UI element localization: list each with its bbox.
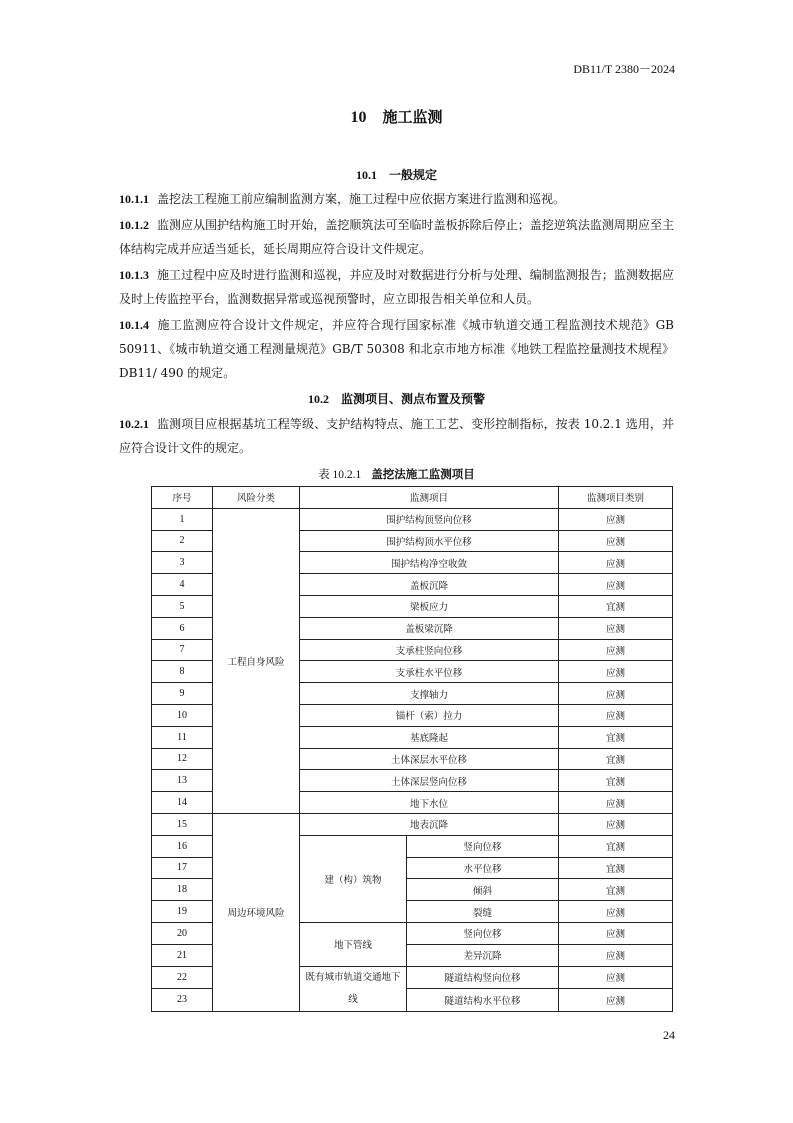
row-category: 应测 bbox=[559, 639, 673, 661]
row-item: 地表沉降 bbox=[300, 813, 559, 835]
row-item: 差异沉降 bbox=[407, 944, 559, 966]
row-category: 应测 bbox=[559, 966, 673, 989]
table-header-row bbox=[152, 487, 673, 509]
chapter-title bbox=[0, 106, 793, 127]
header-item: 监测项目 bbox=[300, 487, 559, 509]
section-title-10-1 bbox=[0, 166, 793, 183]
row-item: 支承柱竖向位移 bbox=[300, 639, 559, 661]
clause-number: 10.2.1 bbox=[119, 417, 149, 431]
row-no: 17 bbox=[152, 857, 213, 879]
row-no: 14 bbox=[152, 792, 213, 814]
section-number: 10.1 bbox=[355, 168, 377, 182]
row-item: 盖板梁沉降 bbox=[300, 617, 559, 639]
monitoring-items-table bbox=[151, 486, 673, 1012]
row-no: 7 bbox=[152, 639, 213, 661]
row-category: 宜测 bbox=[559, 770, 673, 792]
section-title-text: 监测项目、测点布置及预警 bbox=[340, 392, 485, 406]
row-no: 11 bbox=[152, 726, 213, 748]
row-no: 6 bbox=[152, 617, 213, 639]
clause-text: 施工监测应符合设计文件规定，并应符合现行国家标准《城市轨道交通工程监测技术规范》GB 50911、《城市轨道交通工程测量规范》GB/T 50308 和北京市地方标准《地铁工程监控量测技术规程》DB11/ 490 的规定。 bbox=[119, 318, 674, 380]
row-category: 应测 bbox=[559, 508, 673, 530]
row-category: 应测 bbox=[559, 944, 673, 966]
table-caption bbox=[0, 466, 793, 482]
row-no: 4 bbox=[152, 574, 213, 596]
row-category: 应测 bbox=[559, 792, 673, 814]
row-item: 锚杆（索）拉力 bbox=[300, 704, 559, 726]
row-no: 23 bbox=[152, 989, 213, 1012]
row-no: 22 bbox=[152, 966, 213, 989]
row-item: 隧道结构水平位移 bbox=[407, 989, 559, 1012]
row-category: 应测 bbox=[559, 901, 673, 923]
row-no: 20 bbox=[152, 922, 213, 944]
row-category: 应测 bbox=[559, 922, 673, 944]
row-item: 围护结构净空收敛 bbox=[300, 552, 559, 574]
row-category: 应测 bbox=[559, 574, 673, 596]
row-category: 应测 bbox=[559, 704, 673, 726]
row-no: 15 bbox=[152, 813, 213, 835]
table-title: 盖挖法施工监测项目 bbox=[371, 467, 475, 481]
row-item: 支撑轴力 bbox=[300, 683, 559, 705]
clause-number: 10.1.3 bbox=[119, 268, 149, 282]
row-no: 9 bbox=[152, 683, 213, 705]
subgroup-building: 建（构）筑物 bbox=[300, 835, 407, 922]
section-title-text: 一般规定 bbox=[388, 168, 437, 182]
clause-text: 监测应从围护结构施工时开始，盖挖顺筑法可至临时盖板拆除后停止；盖挖逆筑法监测周期应至主体结构完成并应适当延长，延长周期应符合设计文件规定。 bbox=[119, 218, 674, 256]
row-item: 梁板应力 bbox=[300, 595, 559, 617]
row-category: 应测 bbox=[559, 552, 673, 574]
row-item: 地下水位 bbox=[300, 792, 559, 814]
clause-10-1-2 bbox=[119, 213, 674, 261]
row-no: 16 bbox=[152, 835, 213, 857]
clause-text: 施工过程中应及时进行监测和巡视，并应及时对数据进行分析与处理、编制监测报告；监测数据应及时上传监控平台，监测数据异常或巡视预警时，应立即报告相关单位和人员。 bbox=[119, 268, 674, 306]
section-title-10-2 bbox=[0, 390, 793, 407]
row-item: 土体深层水平位移 bbox=[300, 748, 559, 770]
header-no: 序号 bbox=[152, 487, 213, 509]
row-no: 13 bbox=[152, 770, 213, 792]
row-category: 宜测 bbox=[559, 879, 673, 901]
row-category: 宜测 bbox=[559, 748, 673, 770]
row-no: 3 bbox=[152, 552, 213, 574]
row-item: 支承柱水平位移 bbox=[300, 661, 559, 683]
row-item: 土体深层竖向位移 bbox=[300, 770, 559, 792]
row-item: 水平位移 bbox=[407, 857, 559, 879]
row-category: 应测 bbox=[559, 813, 673, 835]
row-no: 1 bbox=[152, 508, 213, 530]
table-row bbox=[152, 813, 673, 835]
row-item: 围护结构顶水平位移 bbox=[300, 530, 559, 552]
risk-self: 工程自身风险 bbox=[213, 508, 300, 813]
chapter-title-text: 施工监测 bbox=[382, 108, 443, 126]
row-item: 裂缝 bbox=[407, 901, 559, 923]
page-number: 24 bbox=[663, 1028, 675, 1042]
chapter-number: 10 bbox=[350, 109, 367, 126]
row-category: 宜测 bbox=[559, 857, 673, 879]
clause-number: 10.1.2 bbox=[119, 218, 149, 232]
row-no: 21 bbox=[152, 944, 213, 966]
table-row bbox=[152, 508, 673, 530]
standard-code: DB11/T 2380－2024 bbox=[573, 62, 675, 76]
row-category: 宜测 bbox=[559, 726, 673, 748]
row-category: 应测 bbox=[559, 617, 673, 639]
row-item: 盖板沉降 bbox=[300, 574, 559, 596]
subgroup-pipeline: 地下管线 bbox=[300, 922, 407, 966]
row-category: 应测 bbox=[559, 989, 673, 1012]
clause-10-1-3 bbox=[119, 263, 674, 311]
clause-10-1-1 bbox=[119, 187, 674, 211]
row-category: 宜测 bbox=[559, 595, 673, 617]
row-no: 19 bbox=[152, 901, 213, 923]
clause-10-1-4 bbox=[119, 313, 674, 385]
row-no: 8 bbox=[152, 661, 213, 683]
row-item: 基底隆起 bbox=[300, 726, 559, 748]
row-item: 竖向位移 bbox=[407, 835, 559, 857]
clause-text: 监测项目应根据基坑工程等级、支护结构特点、施工工艺、变形控制指标，按表 10.2.1 选用，并应符合设计文件的规定。 bbox=[119, 417, 674, 455]
header-risk: 风险分类 bbox=[213, 487, 300, 509]
risk-environment: 周边环境风险 bbox=[213, 813, 300, 1011]
row-item: 围护结构顶竖向位移 bbox=[300, 508, 559, 530]
row-category: 应测 bbox=[559, 530, 673, 552]
header-category: 监测项目类别 bbox=[559, 487, 673, 509]
clause-10-2-1 bbox=[119, 412, 674, 460]
row-no: 2 bbox=[152, 530, 213, 552]
row-item: 倾斜 bbox=[407, 879, 559, 901]
row-no: 10 bbox=[152, 704, 213, 726]
table-number: 表 10.2.1 bbox=[318, 469, 362, 481]
row-category: 宜测 bbox=[559, 835, 673, 857]
clause-text: 盖挖法工程施工前应编制监测方案，施工过程中应依据方案进行监测和巡视。 bbox=[157, 192, 566, 206]
subgroup-metro: 既有城市轨道交通地下线 bbox=[300, 966, 407, 1011]
row-item: 竖向位移 bbox=[407, 922, 559, 944]
row-no: 18 bbox=[152, 879, 213, 901]
clause-number: 10.1.4 bbox=[119, 318, 149, 332]
row-no: 12 bbox=[152, 748, 213, 770]
row-category: 应测 bbox=[559, 661, 673, 683]
clause-number: 10.1.1 bbox=[119, 192, 149, 206]
row-no: 5 bbox=[152, 595, 213, 617]
section-number: 10.2 bbox=[307, 392, 329, 406]
row-category: 应测 bbox=[559, 683, 673, 705]
row-item: 隧道结构竖向位移 bbox=[407, 966, 559, 989]
